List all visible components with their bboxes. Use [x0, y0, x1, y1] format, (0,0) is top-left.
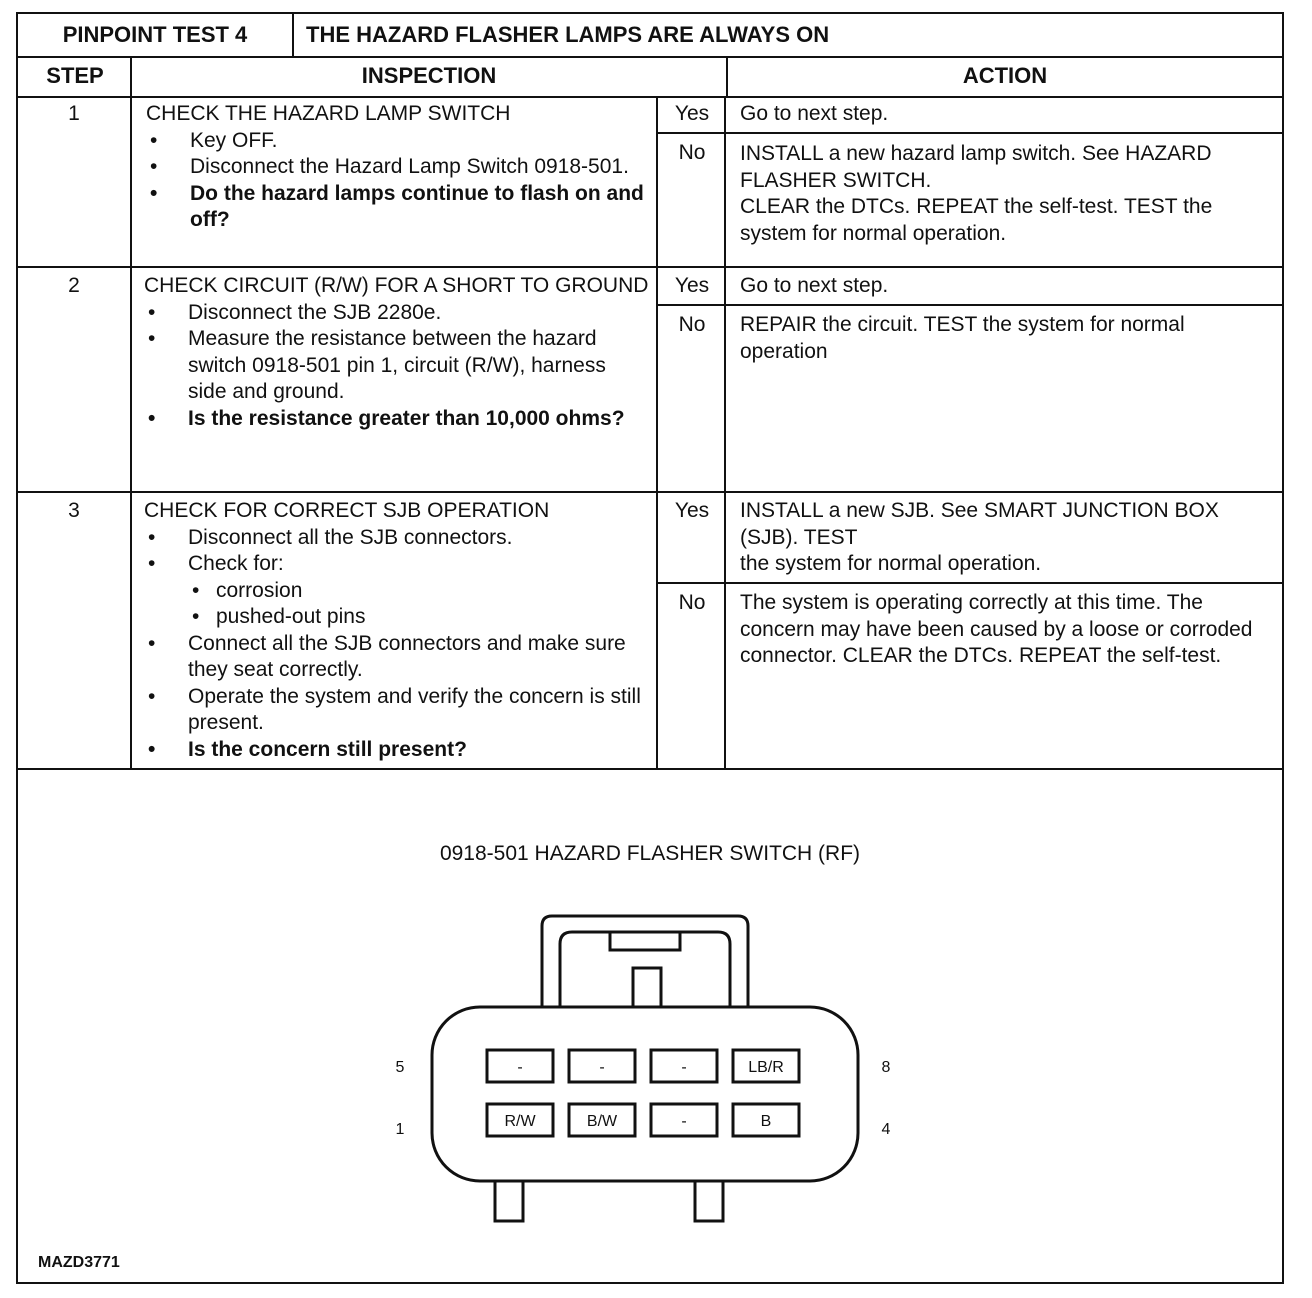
inspection-subitem: • corrosion [188, 578, 649, 605]
column-action: ACTION [962, 63, 1048, 88]
inspection-subitem: • pushed-out pins [188, 604, 649, 631]
yes-label: Yes [674, 499, 710, 522]
inspection-item-text: Check for: [188, 552, 284, 575]
step-number: 3 [68, 499, 80, 522]
pin-label: - [681, 1059, 687, 1076]
latch-tab [610, 932, 680, 950]
no-action-line: CLEAR the DTCs. REPEAT the self-test. TEST the system for normal operation. [740, 195, 1213, 245]
inspection-item: • Disconnect the SJB 2280e. [144, 300, 649, 327]
step-number: 2 [68, 274, 80, 297]
connector-diagram [18, 14, 1282, 1282]
diagram-title: 0918-501 HAZARD FLASHER SWITCH (RF) [439, 842, 861, 865]
yes-action-line: INSTALL a new SJB. See SMART JUNCTION BOX (SJB). TEST [740, 499, 1219, 549]
yes-label: Yes [674, 102, 710, 125]
pin-number: 5 [395, 1059, 405, 1076]
inspection-question: • Is the resistance greater than 10,000 ohms? [144, 406, 649, 433]
step-title: CHECK CIRCUIT (R/W) FOR A SHORT TO GROUND [144, 274, 649, 297]
yes-label: Yes [674, 274, 710, 297]
no-action: The system is operating correctly at this time. The concern may have been caused by a loose or corroded connector. CLEAR the DTCs. REPEAT the self-test. [740, 591, 1253, 667]
yes-action: Go to next step. [740, 102, 889, 125]
yes-action: Go to next step. [740, 274, 889, 297]
connector-body [432, 1007, 858, 1181]
pin-number: 4 [881, 1121, 891, 1138]
yes-action-line: the system for normal operation. [740, 552, 1042, 575]
pin-number: 1 [395, 1121, 405, 1138]
step-title: CHECK THE HAZARD LAMP SWITCH [146, 102, 511, 125]
inspection-item: • Operate the system and verify the concern is still present. [144, 684, 649, 737]
step-number: 1 [68, 102, 80, 125]
test-label: PINPOINT TEST 4 [18, 14, 294, 56]
no-label: No [678, 313, 706, 336]
inspection-question: • Do the hazard lamps continue to flash on and off? [146, 181, 651, 234]
connector-foot [695, 1181, 723, 1221]
no-label: No [678, 141, 706, 164]
pin-label: B [760, 1113, 772, 1130]
pin-label: - [681, 1113, 687, 1130]
pin-label: - [517, 1059, 523, 1076]
latch-inner [560, 932, 730, 1009]
pin-label: - [599, 1059, 605, 1076]
figure-id: MAZD3771 [38, 1254, 120, 1271]
no-label: No [678, 591, 706, 614]
latch-outer [542, 916, 748, 1009]
pin-label: R/W [504, 1113, 536, 1130]
pinpoint-test-table [16, 12, 1284, 1284]
step-title: CHECK FOR CORRECT SJB OPERATION [144, 499, 550, 522]
inspection-question: • Is the concern still present? [144, 737, 649, 764]
column-inspection: INSPECTION [361, 63, 497, 88]
inspection-item: • Measure the resistance between the hazard switch 0918-501 pin 1, circuit (R/W), harness side and ground. [144, 326, 649, 406]
test-title: THE HAZARD FLASHER LAMPS ARE ALWAYS ON [306, 22, 830, 47]
latch-post [633, 968, 661, 1008]
column-step: STEP [46, 63, 104, 88]
connector-foot [495, 1181, 523, 1221]
pin-label: LB/R [748, 1059, 784, 1076]
pin-label: B/W [586, 1113, 618, 1130]
inspection-item: • Key OFF. [146, 128, 651, 155]
inspection-item: • Connect all the SJB connectors and make sure they seat correctly. [144, 631, 649, 684]
inspection-item: • Disconnect the Hazard Lamp Switch 0918-501. [146, 154, 651, 181]
pin-number: 8 [881, 1059, 891, 1076]
no-action-line: INSTALL a new hazard lamp switch. See HAZARD FLASHER SWITCH. [740, 142, 1212, 192]
inspection-item: • Disconnect all the SJB connectors. [144, 525, 649, 552]
no-action: REPAIR the circuit. TEST the system for normal operation [740, 313, 1185, 363]
